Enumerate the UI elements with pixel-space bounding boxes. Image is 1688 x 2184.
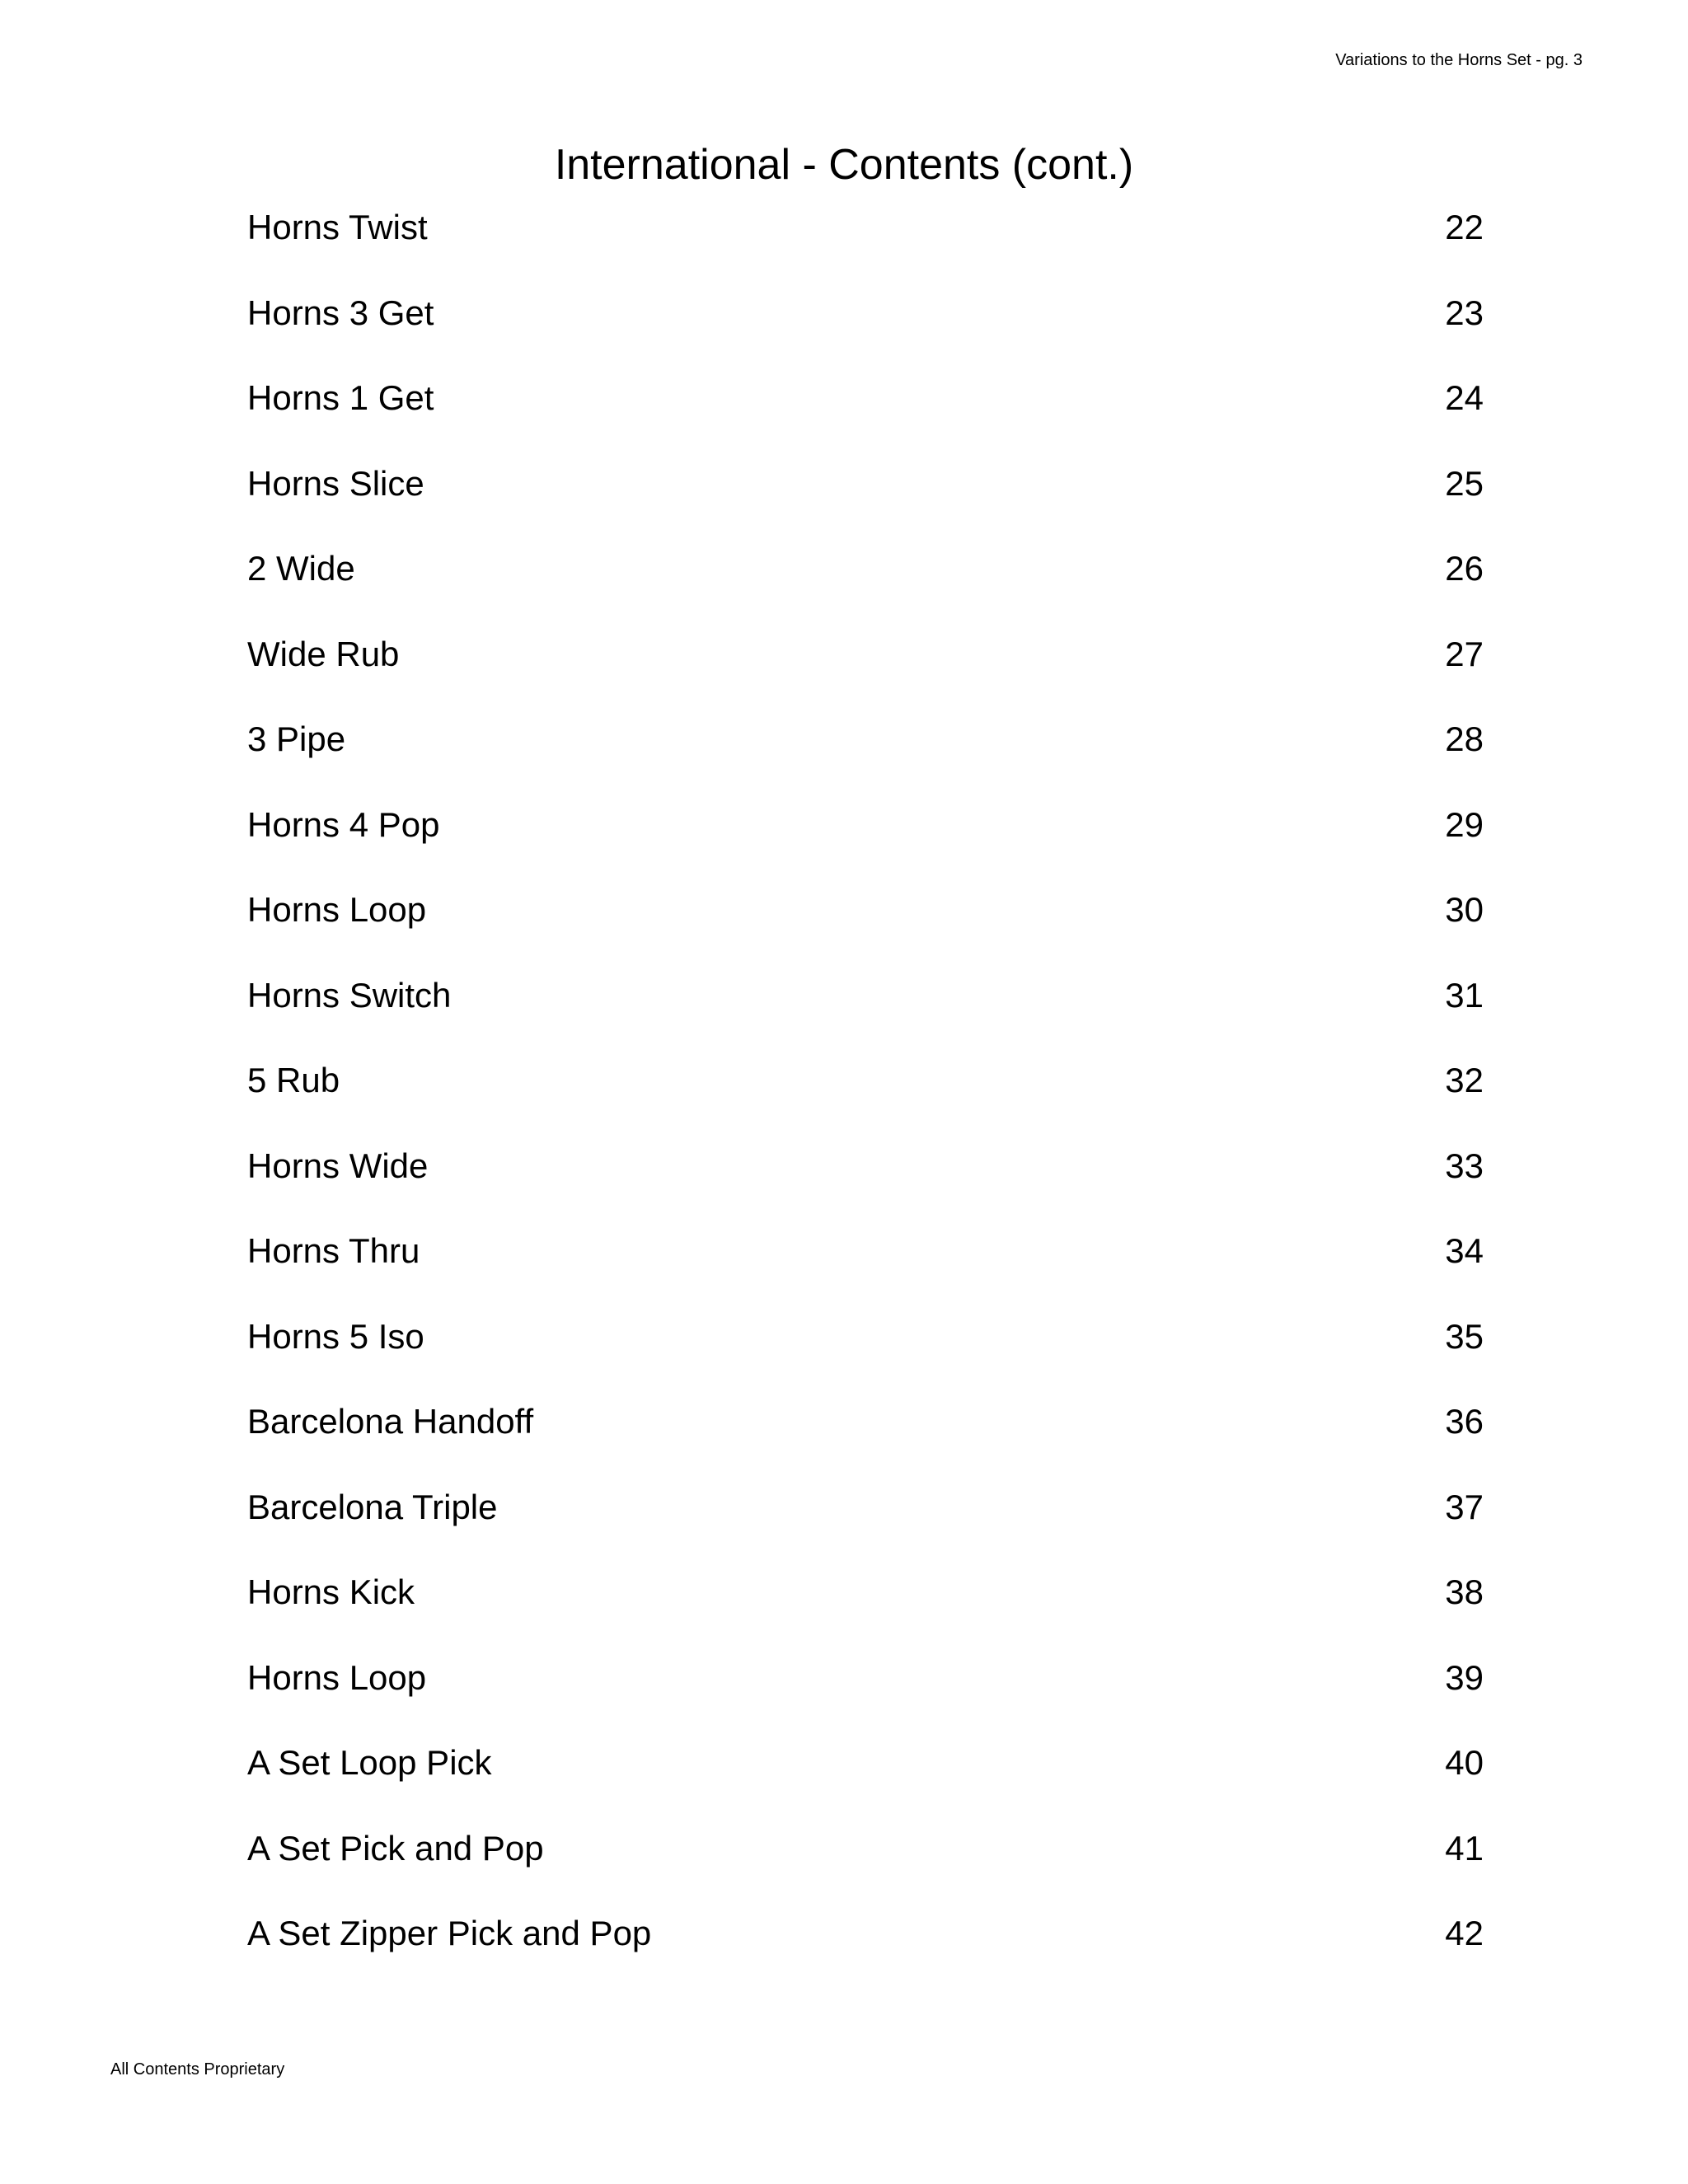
- toc-entry[interactable]: [247, 1571, 1484, 1657]
- toc-entry-page: 27: [1445, 634, 1484, 673]
- toc-entry[interactable]: [247, 1315, 1484, 1401]
- toc-entry-page: 37: [1445, 1487, 1484, 1526]
- toc-entry-page: 29: [1445, 804, 1484, 844]
- toc-entry[interactable]: [247, 1230, 1484, 1315]
- toc-entry-page: 24: [1445, 378, 1484, 417]
- toc-entry[interactable]: [247, 974, 1484, 1060]
- toc-entry[interactable]: [247, 1145, 1484, 1230]
- toc-entry[interactable]: [247, 1912, 1484, 1998]
- toc-entry-title: A Set Pick and Pop: [247, 1828, 544, 1868]
- toc-entry-page: 35: [1445, 1316, 1484, 1356]
- toc-entry-page: 42: [1445, 1914, 1484, 1952]
- toc-entry-title: Horns 4 Pop: [247, 804, 440, 844]
- toc-entry-title: Barcelona Handoff: [247, 1402, 534, 1441]
- toc-entry[interactable]: [247, 1741, 1484, 1827]
- toc-entry-title: Horns Twist: [247, 208, 428, 246]
- toc-entry-page: 40: [1445, 1743, 1484, 1782]
- toc-entry-title: A Set Loop Pick: [247, 1743, 492, 1782]
- toc-entry-page: 39: [1445, 1657, 1484, 1697]
- toc-entry-title: Horns Kick: [247, 1572, 415, 1611]
- toc-entry-title: Horns Switch: [247, 975, 452, 1015]
- toc-entry-title: 3 Pipe: [247, 719, 346, 758]
- toc-entry-title: 2 Wide: [247, 549, 355, 588]
- toc-entry[interactable]: [247, 462, 1484, 548]
- toc-entry-title: Horns 3 Get: [247, 293, 434, 332]
- toc-entry[interactable]: [247, 292, 1484, 377]
- toc-entry-title: Horns Thru: [247, 1231, 420, 1270]
- table-of-contents: [247, 206, 1484, 1998]
- toc-entry[interactable]: [247, 718, 1484, 804]
- toc-entry-page: 32: [1445, 1061, 1484, 1099]
- toc-entry[interactable]: [247, 1059, 1484, 1145]
- toc-entry-title: Horns 5 Iso: [247, 1316, 424, 1356]
- toc-entry[interactable]: [247, 1400, 1484, 1486]
- toc-entry-page: 41: [1445, 1828, 1484, 1868]
- toc-entry-title: Horns 1 Get: [247, 378, 434, 417]
- page-title: International - Contents (cont.): [554, 141, 1134, 189]
- toc-entry-title: Barcelona Triple: [247, 1487, 498, 1526]
- toc-entry[interactable]: [247, 1486, 1484, 1572]
- toc-entry-title: Horns Loop: [247, 890, 427, 929]
- toc-entry-title: Horns Slice: [247, 463, 424, 503]
- toc-entry[interactable]: [247, 206, 1484, 292]
- toc-entry-page: 30: [1445, 890, 1484, 929]
- toc-entry[interactable]: [247, 888, 1484, 974]
- toc-entry-title: Horns Wide: [247, 1146, 429, 1185]
- toc-entry[interactable]: [247, 1657, 1484, 1742]
- toc-entry-page: 23: [1445, 293, 1484, 332]
- toc-entry-page: 36: [1445, 1402, 1484, 1441]
- toc-entry-page: 26: [1445, 549, 1484, 588]
- toc-entry-page: 22: [1445, 208, 1484, 246]
- footer-notice: All Contents Proprietary: [110, 2060, 285, 2079]
- toc-entry-page: 38: [1445, 1572, 1484, 1611]
- toc-entry[interactable]: [247, 1827, 1484, 1913]
- toc-entry-page: 25: [1445, 463, 1484, 503]
- toc-entry-title: A Set Zipper Pick and Pop: [247, 1914, 652, 1952]
- toc-entry[interactable]: [247, 804, 1484, 889]
- toc-entry[interactable]: [247, 547, 1484, 633]
- running-header: Variations to the Horns Set - pg. 3: [1335, 51, 1582, 69]
- toc-entry[interactable]: [247, 633, 1484, 719]
- toc-entry-page: 33: [1445, 1146, 1484, 1185]
- toc-entry[interactable]: [247, 377, 1484, 462]
- toc-entry-page: 34: [1445, 1231, 1484, 1270]
- toc-entry-title: Horns Loop: [247, 1657, 427, 1697]
- toc-entry-title: 5 Rub: [247, 1061, 340, 1099]
- toc-entry-page: 31: [1445, 975, 1484, 1015]
- toc-entry-title: Wide Rub: [247, 634, 400, 673]
- toc-entry-page: 28: [1445, 719, 1484, 758]
